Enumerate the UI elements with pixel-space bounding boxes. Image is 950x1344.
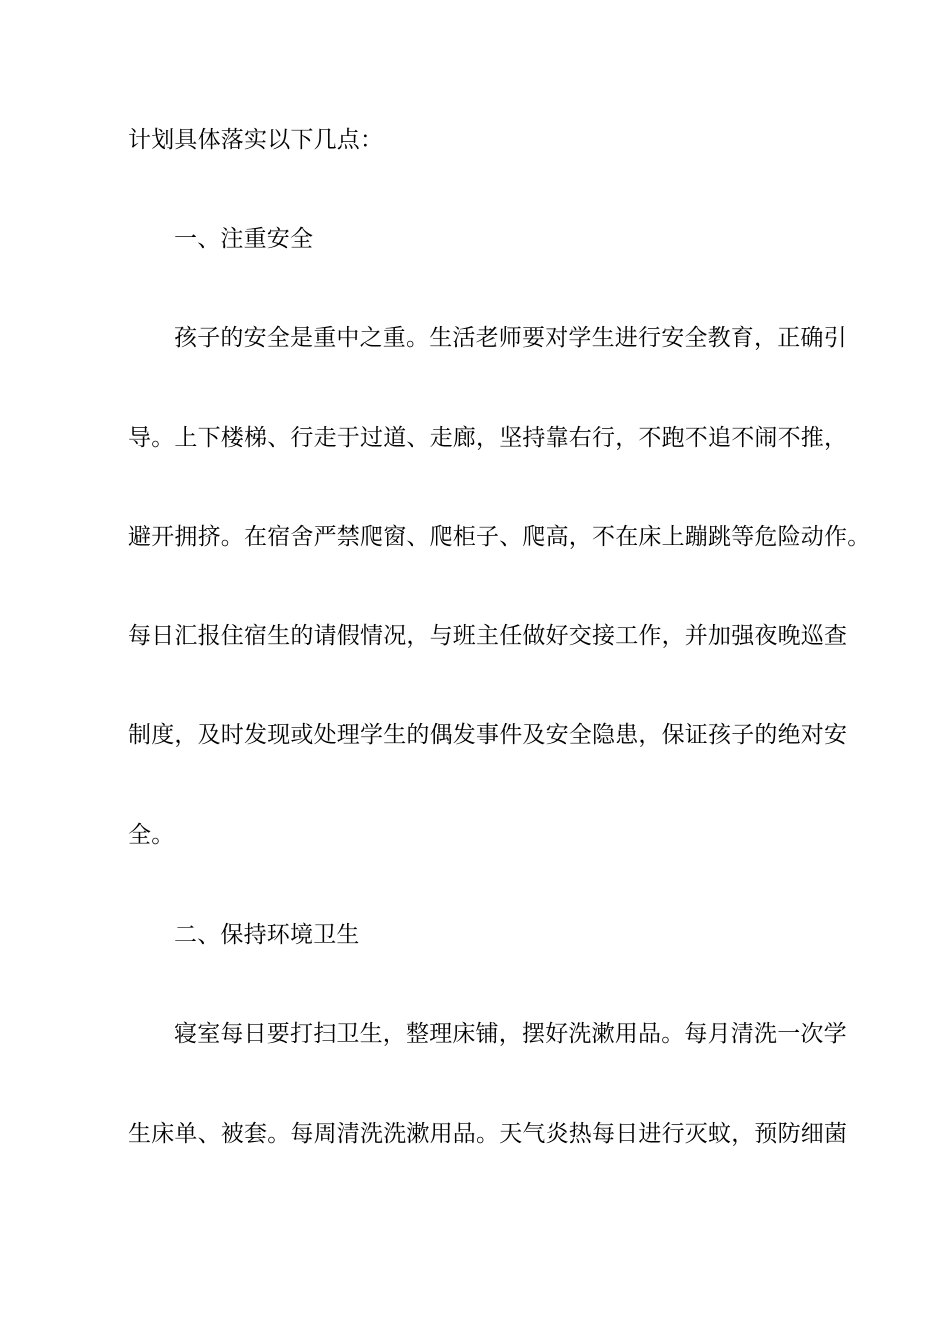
intro-line: 计划具体落实以下几点：	[128, 127, 384, 153]
paragraph-line: 全。	[128, 822, 175, 848]
paragraph-line: 生床单、被套。每周清洗洗漱用品。天气炎热每日进行灭蚊，预防细菌	[128, 1121, 848, 1147]
paragraph-line: 每日汇报住宿生的请假情况，与班主任做好交接工作，并加强夜晚巡查	[128, 623, 848, 649]
paragraph-line: 导。上下楼梯、行走于过道、走廊，坚持靠右行，不跑不追不闹不推，	[128, 425, 848, 451]
paragraph-line: 孩子的安全是重中之重。生活老师要对学生进行安全教育，正确引	[174, 325, 847, 351]
section-heading-hygiene: 二、保持环境卫生	[174, 922, 360, 948]
paragraph-line: 寝室每日要打扫卫生，整理床铺，摆好洗漱用品。每月清洗一次学	[174, 1021, 847, 1047]
paragraph-line: 避开拥挤。在宿舍严禁爬窗、爬柜子、爬高，不在床上蹦跳等危险动作。	[128, 524, 871, 550]
paragraph-line: 制度，及时发现或处理学生的偶发事件及安全隐患，保证孩子的绝对安	[128, 722, 848, 748]
section-heading-safety: 一、注重安全	[174, 226, 314, 252]
